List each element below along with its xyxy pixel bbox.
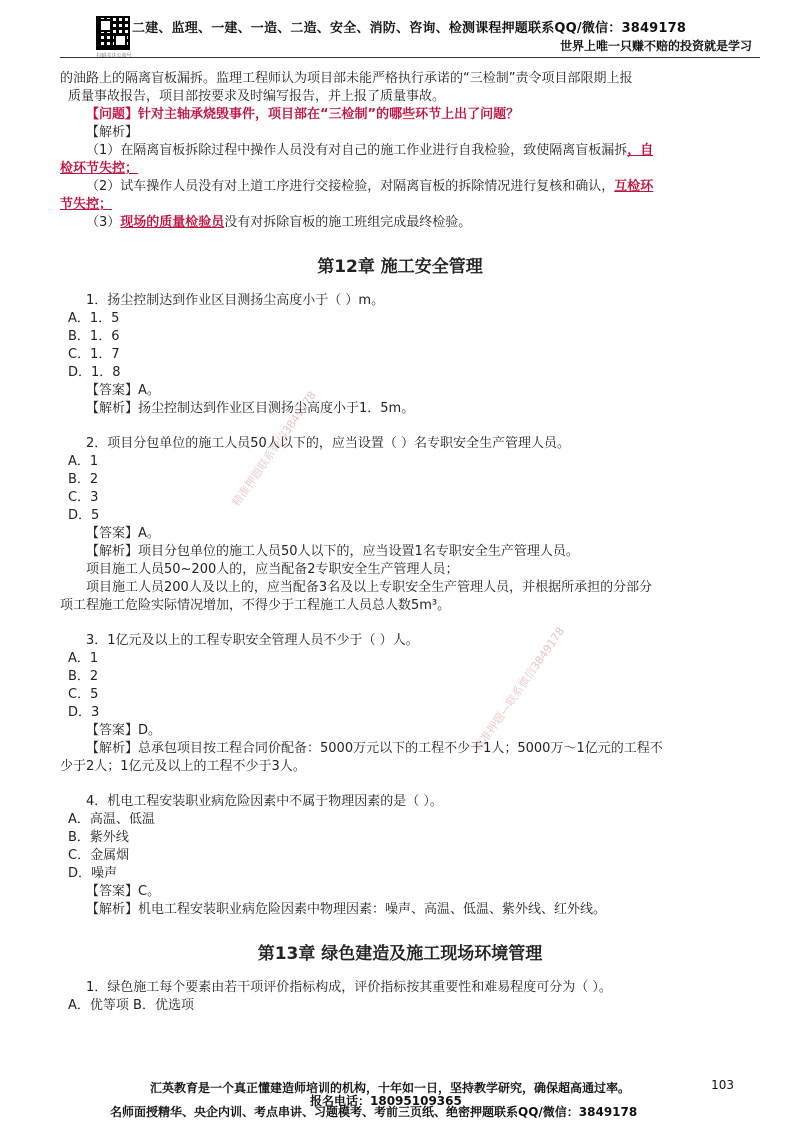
option: A．优等项 B．优选项 [68,998,194,1013]
intro-text: 质量事故报告，项目部按要求及时编写报告，并上报了质量事故。 [68,89,446,104]
answer: 【答案】A。 [86,383,160,398]
option: A．1 [68,454,99,469]
analysis-item: （2）试车操作人员没有对上道工序进行交接检验，对隔离盲板的拆除情况进行复核和确认，互检环 [86,179,654,194]
analysis-cont: 项工程施工危险实际情况增加，不得少于工程施工人员总人数5m³。 [60,598,451,613]
intro-text: 的油路上的隔离盲板漏拆。监理工程师认为项目部未能严格执行承诺的“三检制”责令项目部限期上报 [60,71,633,86]
option: B．2 [68,472,99,487]
analysis-cont: 项目施工人员200人及以上的，应当配备3名及以上专职安全生产管理人员，并根据所承担的分部分 [86,580,653,595]
option: B．2 [68,669,99,684]
document-body [60,70,740,1015]
option: D．1．8 [68,365,121,380]
option: A．1 [68,651,99,666]
chapter-title: 第12章 施工安全管理 [317,257,483,277]
footer-phone: 报名电话：18095109365 [310,1094,462,1108]
answer: 【答案】C。 [86,884,161,899]
option: A．高温、低温 [68,812,155,827]
qr-code-icon [96,16,130,50]
watermark: 精准押题—联系微信3849178 [471,624,568,754]
page-number: 103 [711,1078,734,1092]
analysis-cont: 少于2人；1亿元及以上的工程不少于3人。 [60,759,306,774]
analysis: 【解析】项目分包单位的施工人员50人以下的，应当设置1名专职安全生产管理人员。 [86,544,579,559]
analysis-item-cont: 节失控； [60,197,113,212]
analysis: 【解析】扬尘控制达到作业区目测扬尘高度小于1．5m。 [86,401,415,416]
option: B．紫外线 [68,830,129,845]
page-header [0,0,800,80]
question-stem: 3．1亿元及以上的工程专职安全管理人员不少于（ ）人。 [86,633,419,648]
qr-caption: 扫码关注公众号 [96,53,132,59]
option: D．3 [68,705,100,720]
analysis-item: （3）现场的质量检验员没有对拆除盲板的施工班组完成最终检验。 [86,215,472,230]
analysis-tag: 【解析】 [86,125,139,140]
question-stem: 2．项目分包单位的施工人员50人以下的，应当设置（ ）名专职安全生产管理人员。 [86,436,570,451]
header-contact: 二建、监理、一建、一造、二造、安全、消防、咨询、检测课程押题联系QQ/微信：3849178 [132,21,687,36]
option: C．金属烟 [68,848,130,863]
analysis-item-cont: 检环节失控； [60,161,139,176]
option: D．5 [68,508,100,523]
option: C．1．7 [68,347,120,362]
question-stem: 4．机电工程安装职业病危险因素中不属于物理因素的是（ ）。 [86,794,443,809]
answer: 【答案】A。 [86,526,160,541]
analysis-item: （1）在隔离盲板拆除过程中操作人员没有对自己的施工作业进行自我检验，致使隔离盲板漏拆，自 [86,143,654,158]
footer-slogan: 汇英教育是一个真正懂建造师培训的机构，十年如一日，坚持教学研究，确保超高通过率。 [150,1081,631,1095]
footer-contact: 名师面授精华、央企内训、考点串讲、习题模考、考前三页纸、绝密押题联系QQ/微信：3849178 [110,1105,638,1119]
chapter-title: 第13章 绿色建造及施工现场环境管理 [257,944,543,964]
analysis: 【解析】机电工程安装职业病危险因素中物理因素：噪声、高温、低温、紫外线、红外线。 [86,902,607,917]
question-heading: 【问题】针对主轴承烧毁事件，项目部在“三检制”的哪些环节上出了问题？ [86,107,520,122]
analysis-cont: 项目施工人员50~200人的，应当配备2专职安全生产管理人员； [86,562,459,577]
question-stem: 1．扬尘控制达到作业区目测扬尘高度小于（ ）m。 [86,293,385,308]
option: A．1．5 [68,311,120,326]
option: C．5 [68,687,99,702]
option: C．3 [68,490,99,505]
watermark: 精准押题联系微信3849178 [229,388,319,509]
analysis: 【解析】总承包项目按工程合同价配备：5000万元以下的工程不少于1人；5000万～1亿元的工程不 [86,741,663,756]
header-divider [60,57,760,58]
header-slogan: 世界上唯一只赚不赔的投资就是学习 [559,39,752,53]
answer: 【答案】D。 [86,723,162,738]
question-stem: 1．绿色施工每个要素由若干项评价指标构成，评价指标按其重要性和难易程度可分为（ ）。 [86,980,612,995]
option: D．噪声 [68,866,118,881]
option: B．1．6 [68,329,120,344]
